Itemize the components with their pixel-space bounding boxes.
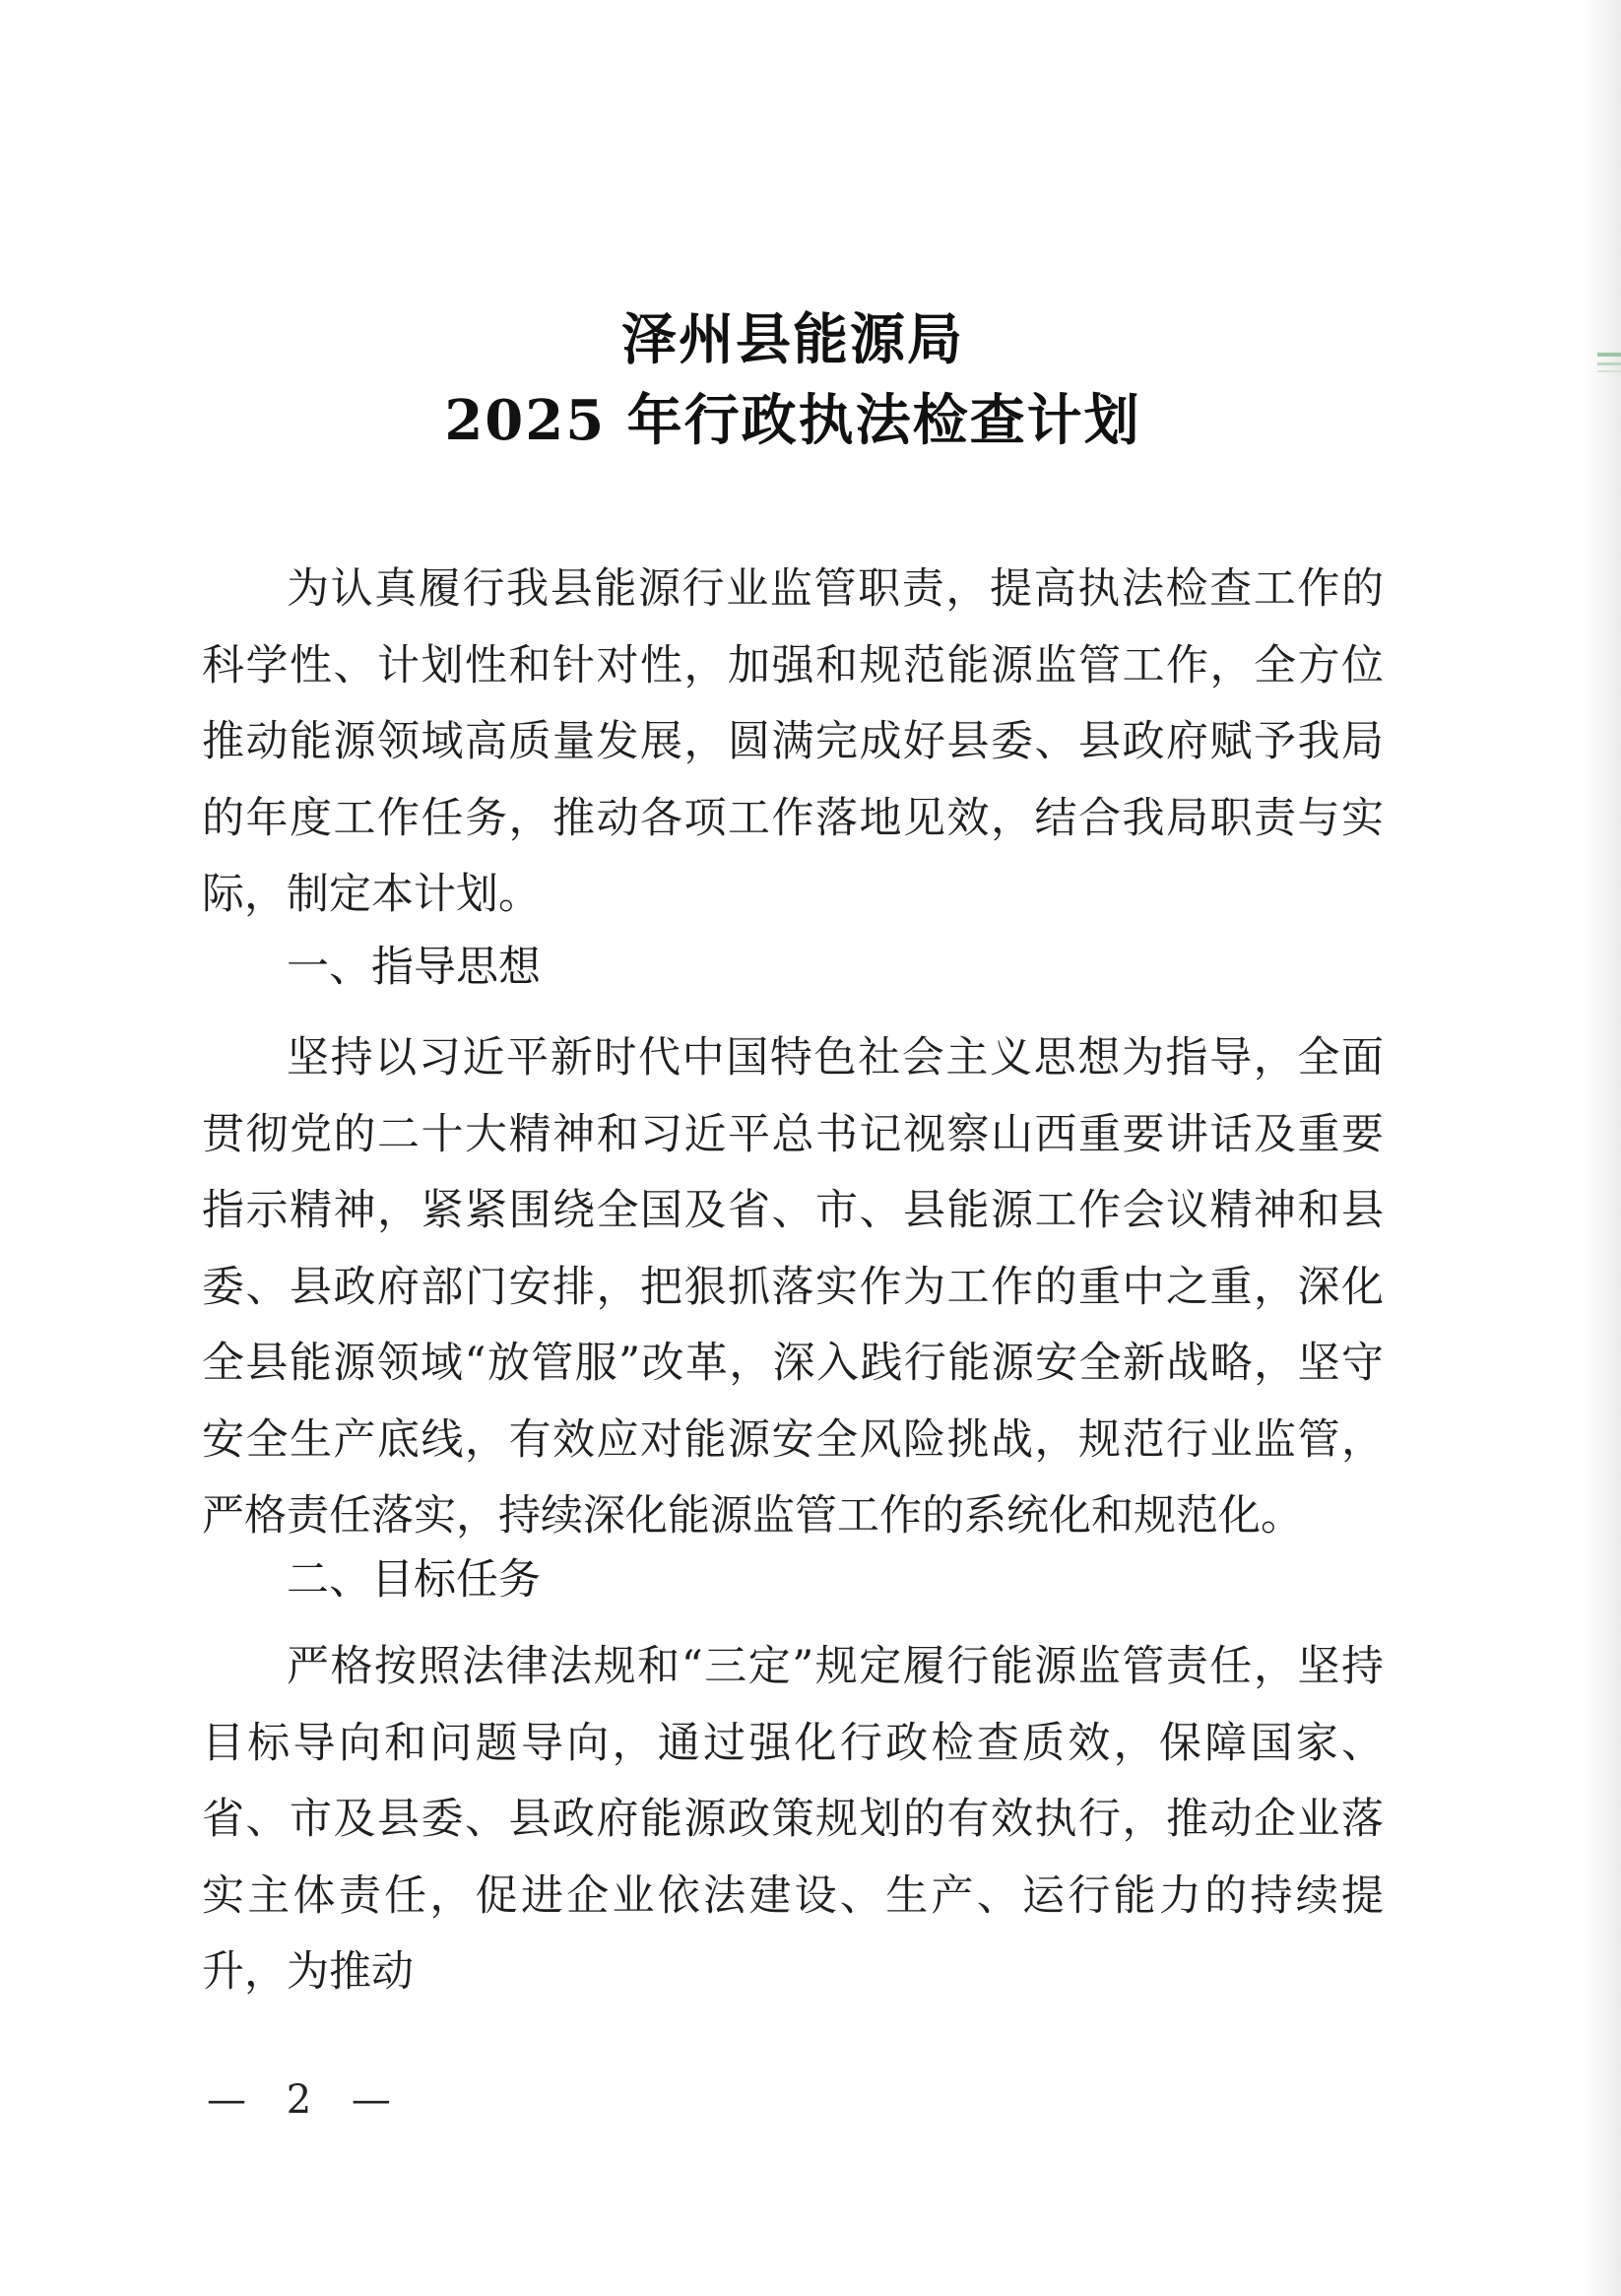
document-title-line1: 泽州县能源局 bbox=[621, 307, 964, 372]
section-heading-guiding-ideology: 一、指导思想 bbox=[287, 943, 541, 992]
scan-artifact-mark bbox=[1597, 353, 1621, 357]
target-tasks-text: 严格按照法律法规和“三定”规定履行能源监管责任，坚持目标导向和问题导向，通过强化行政检查质效，保障国家、省、市及县委、县政府能源政策规划的有效执行，推动企业落实主体责任，促进企业依法建设、生产、运行能力的持续提升，为推动 bbox=[202, 1642, 1384, 1997]
guiding-ideology-text: 坚持以习近平新时代中国特色社会主义思想为指导，全面贯彻党的二十大精神和习近平总书记视察山西重要讲话及重要指示精神，紧紧围绕全国及省、市、县能源工作会议精神和县委、县政府部门安排，把狠抓落实作为工作的重中之重，深化全县能源领域“放管服”改革，深入践行能源安全新战略，坚守安全生产底线，有效应对能源安全风险挑战，规范行业监管，严格责任落实，持续深化能源监管工作的系统化和规范化。 bbox=[202, 1033, 1384, 1541]
scan-artifact-mark bbox=[1597, 362, 1621, 365]
section-heading-target-tasks: 二、目标任务 bbox=[287, 1555, 541, 1605]
target-tasks-paragraph bbox=[202, 1629, 1384, 2011]
guiding-ideology-paragraph bbox=[202, 1020, 1384, 1555]
intro-paragraph bbox=[202, 552, 1384, 934]
intro-paragraph-text: 为认真履行我县能源行业监管职责，提高执法检查工作的科学性、计划性和针对性，加强和规范能源监管工作，全方位推动能源领域高质量发展，圆满完成好县委、县政府赋予我局的年度工作任务，推动各项工作落地见效，结合我局职责与实际，制定本计划。 bbox=[202, 564, 1384, 919]
document-title-line2: 2025 年行政执法检查计划 bbox=[444, 388, 1141, 453]
scan-artifact-mark bbox=[1597, 370, 1621, 372]
page-number: — 2 — bbox=[207, 2077, 405, 2123]
scan-edge-shadow bbox=[1586, 0, 1621, 2296]
